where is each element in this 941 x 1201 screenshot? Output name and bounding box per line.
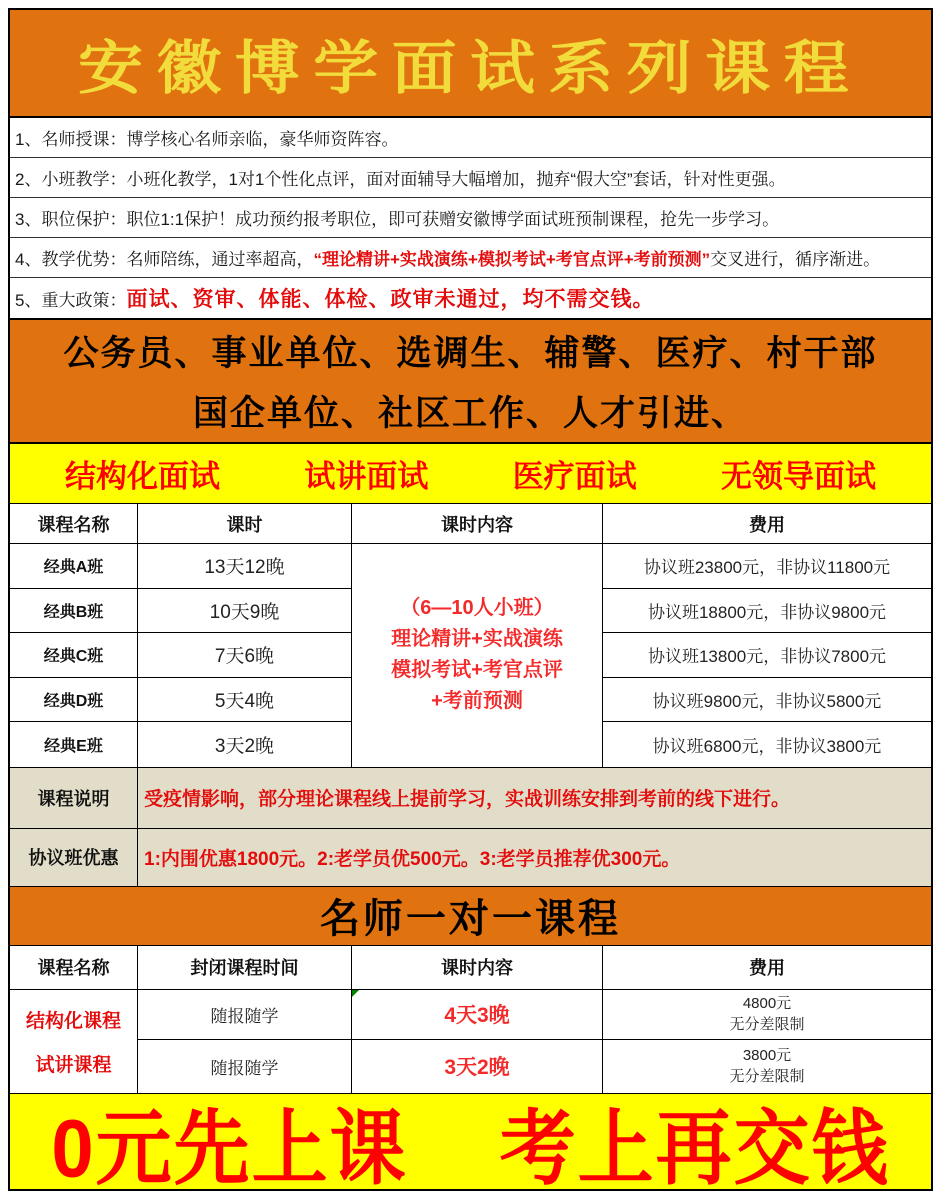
oo-course-names-merged-cell xyxy=(10,990,138,1093)
note-text-description: 受疫情影响，部分理论课程线上提前学习，实战训练安排到考前的线下进行。 xyxy=(138,768,931,829)
feature-highlight: “理论精讲+实战演练+模拟考试+考官点评+考前预测” xyxy=(313,250,711,269)
course-name-e: 经典E班 xyxy=(10,722,138,767)
feature-text: 5、重大政策： xyxy=(15,290,127,310)
course-name-d: 经典D班 xyxy=(10,678,138,723)
course-content-merged-cell xyxy=(352,544,603,767)
oo-time-2: 随报随学 xyxy=(138,1040,352,1093)
feature-item-1 xyxy=(10,118,931,158)
audience-line-1: 公务员、事业单位、选调生、辅警、医疗、村干部 xyxy=(63,334,878,373)
course-name-c: 经典C班 xyxy=(10,633,138,678)
feature-item-4 xyxy=(10,238,931,278)
feature-text: 1、名师授课：博学核心名师亲临，豪华师资阵容。 xyxy=(15,130,399,149)
one-on-one-banner xyxy=(10,886,931,946)
oo-duration-1-text: 4天3晚 xyxy=(444,1004,510,1028)
content-line-2: 理论精讲+实战演练 xyxy=(391,628,563,651)
oo-header-time: 封闭课程时间 xyxy=(138,946,352,990)
course-fee-d: 协议班9800元，非协议5800元 xyxy=(603,678,931,723)
oo-header-name: 课程名称 xyxy=(10,946,138,990)
title-banner xyxy=(10,10,931,118)
type-leaderless: 无领导面试 xyxy=(720,459,876,494)
feature-item-2 xyxy=(10,158,931,198)
type-lecture: 试讲面试 xyxy=(304,459,429,494)
col-header-name: 课程名称 xyxy=(10,504,138,544)
oo-fee-1 xyxy=(603,990,931,1040)
oo-course-lecture: 试讲课程 xyxy=(35,1054,112,1076)
oo-duration-1 xyxy=(352,990,603,1040)
oo-course-structured: 结构化课程 xyxy=(25,1011,121,1033)
col-header-duration: 课时 xyxy=(138,504,352,544)
interview-types-banner xyxy=(10,444,931,504)
feature-text: 2、小班教学：小班化教学，1对1个性化点评，面对面辅导大幅增加，抛弃“假大空”套话，针对性更强。 xyxy=(15,170,786,189)
course-fee-e: 协议班6800元，非协议3800元 xyxy=(652,737,882,757)
feature-item-5 xyxy=(10,278,931,318)
feature-list xyxy=(10,118,931,318)
one-on-one-title: 名师一对一课程 xyxy=(320,897,621,942)
col-header-fee: 费用 xyxy=(603,504,931,544)
footer-slogan-right: 考上再交钱 xyxy=(499,1103,890,1195)
oo-header-content: 课时内容 xyxy=(352,946,603,990)
course-fee-c: 协议班13800元，非协议7800元 xyxy=(603,633,931,678)
poster-body xyxy=(8,8,933,1195)
note-text-discount: 1:内围优惠1800元。2:老学员优500元。3:老学员推荐优300元。 xyxy=(144,848,681,870)
audience-line-2: 国企单位、社区工作、人才引进、 xyxy=(192,394,748,433)
course-duration-d: 5天4晚 xyxy=(138,678,352,723)
feature-item-3 xyxy=(10,198,931,238)
notes-section xyxy=(10,767,931,886)
course-name-a: 经典A班 xyxy=(10,544,138,589)
content-line-3: 模拟考试+考官点评 xyxy=(391,659,563,682)
feature-suffix: 交叉进行，循序渐进。 xyxy=(710,250,881,269)
course-duration-e: 3天2晚 xyxy=(138,722,352,767)
note-label-description: 课程说明 xyxy=(10,768,138,829)
oo-fee-1-amount: 4800元 xyxy=(742,994,792,1012)
feature-text: 3、职位保护：职位1:1保护！成功预约报考职位，即可获赠安徽博学面试班预制课程，抢先一步学习。 xyxy=(15,210,780,229)
feature-text: 4、教学优势：名师陪练，通过率超高， xyxy=(15,250,314,269)
course-duration-b: 10天9晚 xyxy=(138,589,352,634)
page-title: 安徽博学面试系列课程 xyxy=(78,36,863,101)
content-line-4: +考前预测 xyxy=(431,690,523,713)
footer-slogan-left: 0元先上课 xyxy=(51,1103,408,1195)
course-fee-a: 协议班23800元，非协议11800元 xyxy=(603,544,931,589)
feature-highlight: 面试、资审、体能、体检、政审未通过，均不需交钱。 xyxy=(126,288,655,311)
oo-header-fee: 费用 xyxy=(603,946,931,990)
type-structured: 结构化面试 xyxy=(65,459,220,494)
oo-time-1: 随报随学 xyxy=(138,990,352,1040)
course-table xyxy=(10,504,931,767)
course-fee-b: 协议班18800元，非协议9800元 xyxy=(603,589,931,634)
audience-banner xyxy=(10,318,931,444)
content-line-1: （6—10人小班） xyxy=(400,597,554,620)
course-duration-c: 7天6晚 xyxy=(138,633,352,678)
course-name-b: 经典B班 xyxy=(10,589,138,634)
footer-banner xyxy=(10,1093,931,1195)
oo-duration-2-text: 3天2晚 xyxy=(444,1056,510,1080)
cell-corner-marker-icon xyxy=(352,990,359,997)
course-duration-a: 13天12晚 xyxy=(138,544,352,589)
oo-fee-2-amount: 3800元 xyxy=(742,1046,792,1064)
oo-fee-2-note: 无分差限制 xyxy=(729,1068,805,1086)
type-medical: 医疗面试 xyxy=(512,459,637,494)
note-label-discount: 协议班优惠 xyxy=(10,829,138,886)
col-header-content: 课时内容 xyxy=(352,504,603,544)
oo-fee-1-note: 无分差限制 xyxy=(729,1016,805,1034)
one-on-one-table xyxy=(10,946,931,1093)
